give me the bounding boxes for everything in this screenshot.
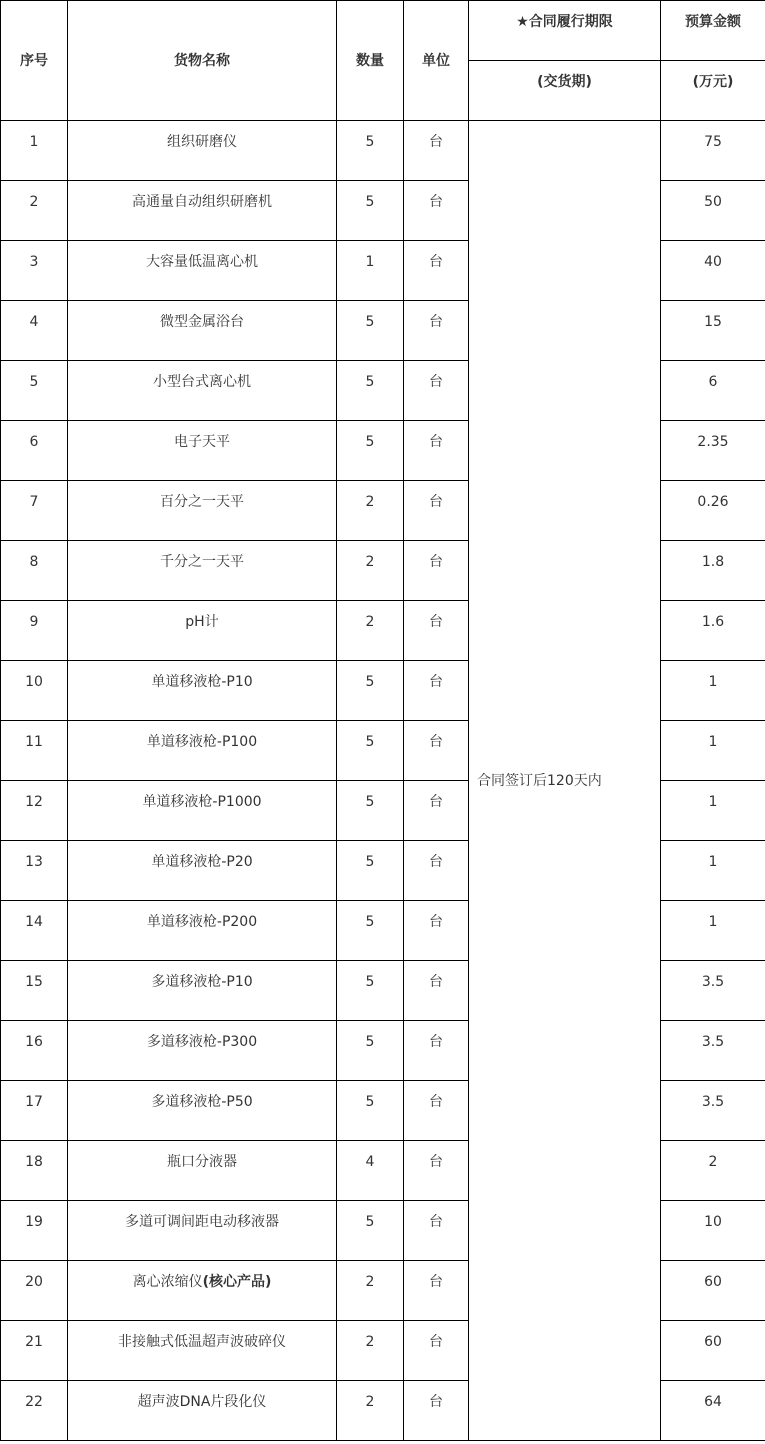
row-budget: 1 xyxy=(661,661,765,721)
row-item-name xyxy=(68,901,337,961)
item-name-text: 瓶口分液器 xyxy=(167,1154,237,1170)
item-name-text: 组织研磨仪 xyxy=(167,134,237,150)
row-quantity: 5 xyxy=(337,781,404,841)
row-budget: 40 xyxy=(661,241,765,301)
row-number: 3 xyxy=(1,241,68,301)
row-budget: 2.35 xyxy=(661,421,765,481)
row-item-name xyxy=(68,301,337,361)
row-quantity: 5 xyxy=(337,301,404,361)
header-budget-title: 预算金额 xyxy=(661,1,765,61)
row-budget: 50 xyxy=(661,181,765,241)
row-number: 20 xyxy=(1,1261,68,1321)
item-name-text: 大容量低温离心机 xyxy=(146,254,258,270)
row-budget: 64 xyxy=(661,1381,765,1441)
row-item-name xyxy=(68,781,337,841)
row-unit: 台 xyxy=(404,661,469,721)
row-number: 17 xyxy=(1,1081,68,1141)
row-quantity: 5 xyxy=(337,181,404,241)
header-qty: 数量 xyxy=(337,1,404,121)
row-unit: 台 xyxy=(404,301,469,361)
row-quantity: 4 xyxy=(337,1141,404,1201)
row-quantity: 5 xyxy=(337,421,404,481)
row-quantity: 2 xyxy=(337,1381,404,1441)
row-unit: 台 xyxy=(404,1021,469,1081)
row-quantity: 5 xyxy=(337,661,404,721)
row-item-name xyxy=(68,601,337,661)
row-budget: 60 xyxy=(661,1261,765,1321)
row-unit: 台 xyxy=(404,961,469,1021)
row-item-name xyxy=(68,481,337,541)
item-name-text: 百分之一天平 xyxy=(160,494,244,510)
delivery-period: 合同签订后120天内 xyxy=(469,121,661,1441)
row-budget: 3.5 xyxy=(661,1021,765,1081)
item-name-text: 电子天平 xyxy=(174,434,230,450)
row-budget: 3.5 xyxy=(661,1081,765,1141)
header-period-title: ★合同履行期限 xyxy=(469,1,661,61)
item-name-text: 单道移液枪-P10 xyxy=(151,674,253,690)
item-name-text: 单道移液枪-P200 xyxy=(146,914,258,930)
row-budget: 1 xyxy=(661,901,765,961)
core-product-note: (核心产品) xyxy=(202,1274,272,1290)
item-name-text: 多道移液枪-P300 xyxy=(146,1034,258,1050)
row-item-name xyxy=(68,1381,337,1441)
row-quantity: 1 xyxy=(337,241,404,301)
row-unit: 台 xyxy=(404,121,469,181)
item-name-text: 多道可调间距电动移液器 xyxy=(125,1214,279,1230)
item-name-text: 离心浓缩仪 xyxy=(132,1274,203,1290)
row-number: 1 xyxy=(1,121,68,181)
row-item-name xyxy=(68,1081,337,1141)
row-number: 12 xyxy=(1,781,68,841)
header-seq: 序号 xyxy=(1,1,68,121)
row-unit: 台 xyxy=(404,481,469,541)
row-unit: 台 xyxy=(404,1261,469,1321)
row-number: 9 xyxy=(1,601,68,661)
row-quantity: 5 xyxy=(337,361,404,421)
row-item-name xyxy=(68,841,337,901)
row-number: 6 xyxy=(1,421,68,481)
row-unit: 台 xyxy=(404,421,469,481)
header-row xyxy=(1,1,765,61)
item-name-text: 单道移液枪-P1000 xyxy=(142,794,262,810)
row-number: 4 xyxy=(1,301,68,361)
row-quantity: 2 xyxy=(337,481,404,541)
row-unit: 台 xyxy=(404,181,469,241)
item-name-text: 小型台式离心机 xyxy=(153,374,251,390)
row-unit: 台 xyxy=(404,1081,469,1141)
header-period-sub: (交货期) xyxy=(469,61,661,121)
row-item-name xyxy=(68,661,337,721)
header-unit: 单位 xyxy=(404,1,469,121)
item-name-text: 千分之一天平 xyxy=(160,554,244,570)
header-budget-sub: (万元) xyxy=(661,61,765,121)
row-number: 16 xyxy=(1,1021,68,1081)
row-unit: 台 xyxy=(404,1141,469,1201)
row-item-name xyxy=(68,421,337,481)
row-quantity: 5 xyxy=(337,721,404,781)
row-item-name xyxy=(68,121,337,181)
item-name-text: 超声波DNA片段化仪 xyxy=(137,1394,267,1410)
row-quantity: 2 xyxy=(337,601,404,661)
row-budget: 1 xyxy=(661,721,765,781)
row-number: 19 xyxy=(1,1201,68,1261)
item-name-text: 高通量自动组织研磨机 xyxy=(132,194,272,210)
row-item-name xyxy=(68,1141,337,1201)
row-quantity: 5 xyxy=(337,1021,404,1081)
row-number: 10 xyxy=(1,661,68,721)
header-name: 货物名称 xyxy=(68,1,337,121)
row-number: 5 xyxy=(1,361,68,421)
row-quantity: 5 xyxy=(337,1201,404,1261)
item-name-text: pH计 xyxy=(185,614,219,630)
row-unit: 台 xyxy=(404,721,469,781)
row-quantity: 5 xyxy=(337,961,404,1021)
row-number: 15 xyxy=(1,961,68,1021)
row-budget: 10 xyxy=(661,1201,765,1261)
item-name-text: 多道移液枪-P10 xyxy=(151,974,253,990)
row-quantity: 5 xyxy=(337,901,404,961)
row-budget: 15 xyxy=(661,301,765,361)
row-item-name xyxy=(68,541,337,601)
table-body xyxy=(1,121,765,1441)
row-unit: 台 xyxy=(404,241,469,301)
row-unit: 台 xyxy=(404,901,469,961)
row-item-name xyxy=(68,961,337,1021)
row-budget: 1.8 xyxy=(661,541,765,601)
row-budget: 1.6 xyxy=(661,601,765,661)
row-number: 14 xyxy=(1,901,68,961)
row-budget: 6 xyxy=(661,361,765,421)
row-budget: 60 xyxy=(661,1321,765,1381)
row-unit: 台 xyxy=(404,1381,469,1441)
row-quantity: 2 xyxy=(337,541,404,601)
row-number: 8 xyxy=(1,541,68,601)
row-number: 7 xyxy=(1,481,68,541)
row-item-name xyxy=(68,361,337,421)
row-unit: 台 xyxy=(404,1321,469,1381)
row-quantity: 5 xyxy=(337,1081,404,1141)
row-unit: 台 xyxy=(404,601,469,661)
row-item-name xyxy=(68,1201,337,1261)
item-name-text: 单道移液枪-P100 xyxy=(146,734,258,750)
row-number: 22 xyxy=(1,1381,68,1441)
row-item-name xyxy=(68,721,337,781)
row-unit: 台 xyxy=(404,541,469,601)
item-name-text: 多道移液枪-P50 xyxy=(151,1094,253,1110)
row-unit: 台 xyxy=(404,841,469,901)
row-number: 13 xyxy=(1,841,68,901)
row-item-name xyxy=(68,1021,337,1081)
row-number: 2 xyxy=(1,181,68,241)
row-quantity: 5 xyxy=(337,121,404,181)
row-budget: 3.5 xyxy=(661,961,765,1021)
row-quantity: 2 xyxy=(337,1321,404,1381)
table-row xyxy=(1,121,765,181)
row-quantity: 2 xyxy=(337,1261,404,1321)
item-name-text: 微型金属浴台 xyxy=(160,314,244,330)
row-number: 11 xyxy=(1,721,68,781)
row-unit: 台 xyxy=(404,361,469,421)
row-item-name xyxy=(68,181,337,241)
row-item-name xyxy=(68,241,337,301)
row-item-name xyxy=(68,1321,337,1381)
item-name-text: 单道移液枪-P20 xyxy=(151,854,253,870)
row-unit: 台 xyxy=(404,1201,469,1261)
row-number: 18 xyxy=(1,1141,68,1201)
row-item-name xyxy=(68,1261,337,1321)
row-budget: 75 xyxy=(661,121,765,181)
row-quantity: 5 xyxy=(337,841,404,901)
row-budget: 2 xyxy=(661,1141,765,1201)
row-budget: 1 xyxy=(661,841,765,901)
item-name-text: 非接触式低温超声波破碎仪 xyxy=(118,1334,286,1350)
row-budget: 0.26 xyxy=(661,481,765,541)
row-unit: 台 xyxy=(404,781,469,841)
row-budget: 1 xyxy=(661,781,765,841)
row-number: 21 xyxy=(1,1321,68,1381)
